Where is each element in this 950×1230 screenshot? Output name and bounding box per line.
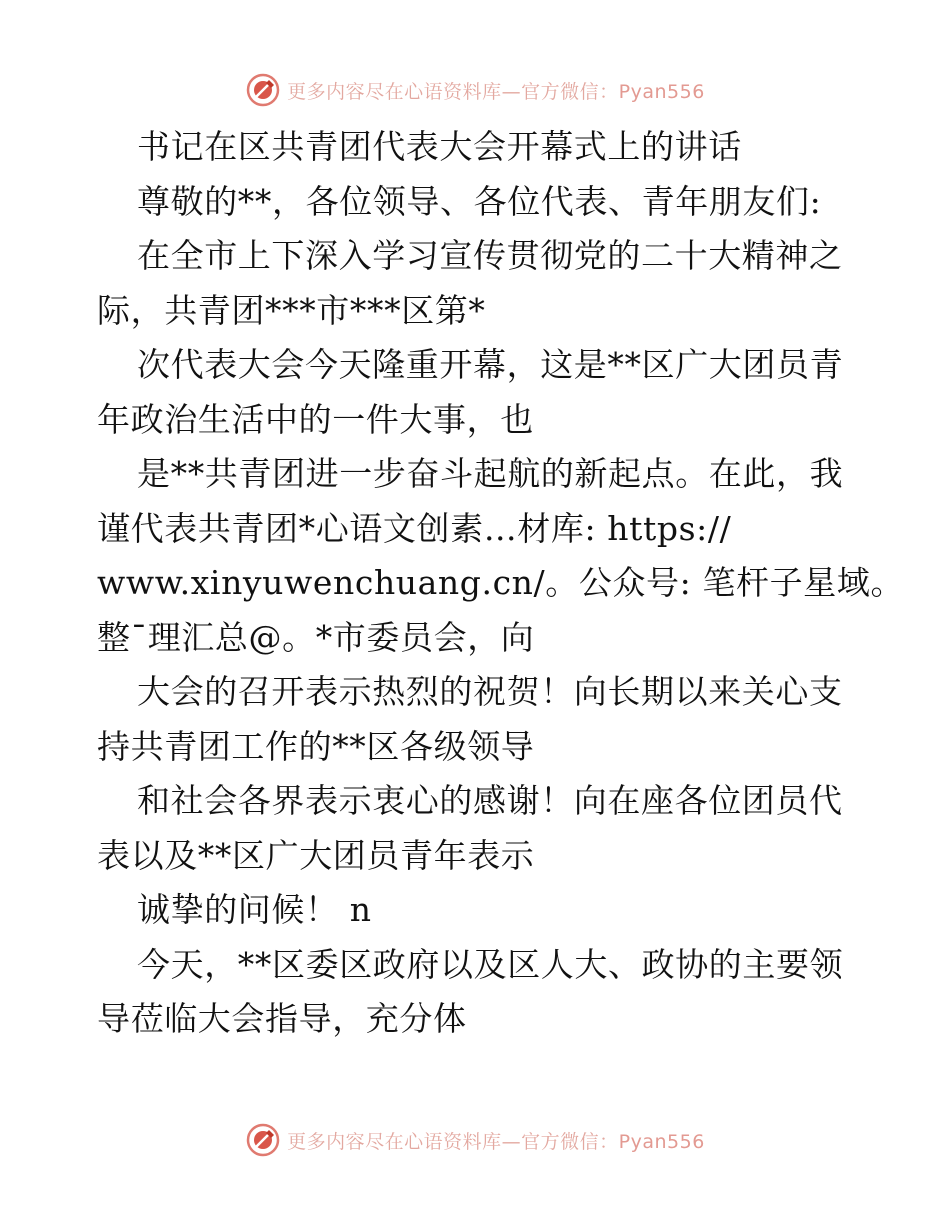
wechat-id: Pyan556 (618, 1130, 705, 1153)
text-line: 尊敬的**，各位领导、各位代表、青年朋友们: (137, 181, 822, 221)
text-line: 今天，**区委区政府以及区人大、政协的主要领 (137, 944, 844, 984)
text-line: 书记在区共青团代表大会开幕式上的讲话 (137, 127, 742, 166)
watermark-footer (0, 1120, 950, 1160)
text-line: 是**共青团进一步奋斗起航的新起点。在此，我 (137, 454, 844, 493)
wechat-id: Pyan556 (618, 80, 705, 103)
text-line: 年政治生活中的一件大事，也 (97, 399, 534, 439)
watermark-text: 更多内容尽在心语资料库—官方微信：Pyan556 (287, 80, 705, 103)
text-line: 在全市上下深入学习宣传贯彻党的二十大精神之 (137, 236, 843, 275)
pen-logo-icon (245, 72, 281, 108)
watermark-text: 更多内容尽在心语资料库—官方微信：Pyan556 (287, 1130, 705, 1153)
text-line: 次代表大会今天隆重开幕，这是**区广大团员青 (137, 345, 844, 384)
document-body (97, 120, 905, 1047)
text-line: www.xinyuwenchuang.cn/。公众号: 笔杆子星域。 (97, 563, 905, 602)
text-line: 谨代表共青团*心语文创素…材库: https:// (97, 508, 732, 548)
text-line: 际，共青团***市***区第* (97, 290, 486, 330)
text-line: 整¯理汇总@。*市委员会，向 (97, 617, 535, 657)
text-line: 和社会各界表示衷心的感谢！向在座各位团员代 (137, 781, 843, 820)
text-line: 导莅临大会指导，充分体 (97, 999, 467, 1038)
text-line: 诚挚的问候！ n (137, 890, 372, 929)
text-line: 大会的召开表示热烈的祝贺！向长期以来关心支 (137, 672, 843, 711)
pen-logo-icon (245, 1122, 281, 1158)
text-line: 持共青团工作的**区各级领导 (97, 726, 535, 766)
text-line: 表以及**区广大团员青年表示 (97, 835, 535, 875)
watermark-header (0, 70, 950, 110)
